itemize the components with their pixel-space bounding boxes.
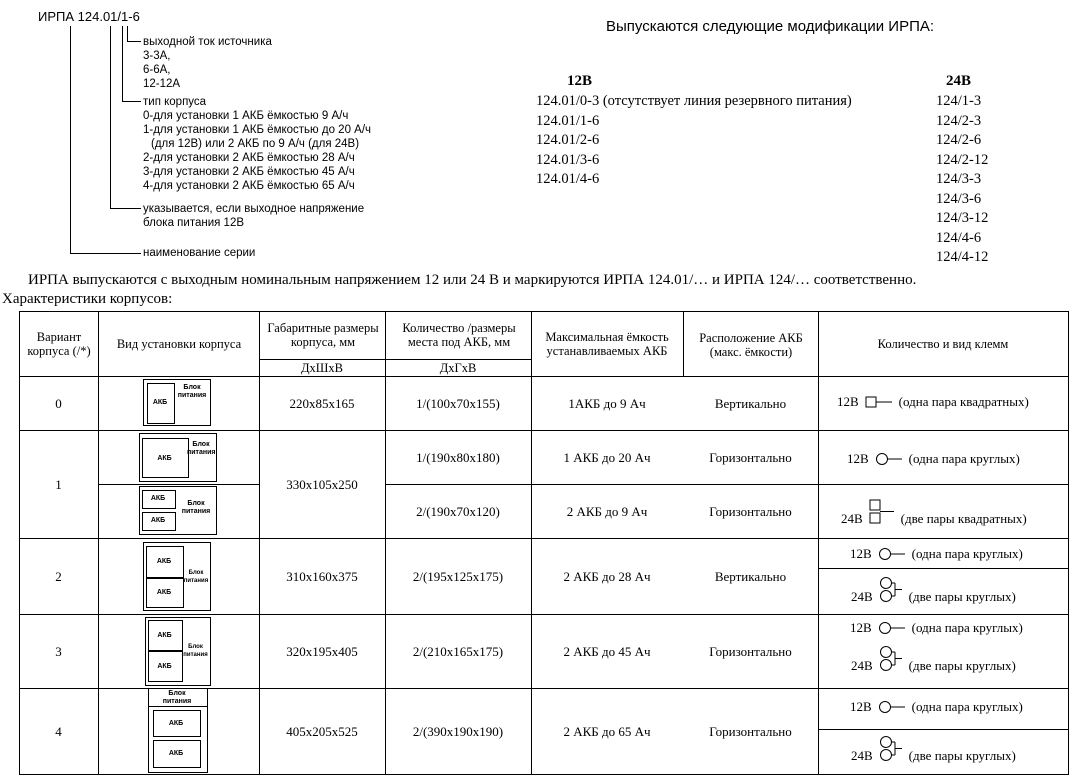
leader-voltage [110,26,111,209]
col24-list [936,92,988,268]
intro-paragraph: ИРПА выпускаются с выходным номинальным напряжением 12 или 24 В и маркируются ИРПА 124.01/… и ИРПА 124/… соответственно. [28,272,917,288]
terminal-row-2: 12В (одна пара круглых) [850,546,1023,561]
table-row-variant: 0 [55,396,62,411]
series-label: наименование серии [143,247,256,259]
list-item: 124.01/3-6 [536,151,600,168]
terminal-row-1: 12В (одна пара круглых) [847,451,1020,466]
case-0-drawing: АКБ Блок питания [143,379,213,428]
list-item: 124/3-3 [936,171,982,187]
list-item: 124.01/4-6 [536,171,600,187]
header-terminals: Количество и вид клемм [877,337,1009,351]
list-item: 124/2-6 [936,132,982,148]
case-3-drawing: АКБ АКБ Блок питания [145,617,213,687]
list-item: 124.01/0-3 (отсутствует линия резервного питания) [536,93,852,109]
table-caption: Характеристики корпусов: [2,291,173,307]
header-qty: Количество /размеры места под АКБ, мм [402,321,516,349]
case-2-drawing: АКБ АКБ Блок питания [143,542,213,612]
case-4-drawing: Блок питания АКБ АКБ [148,688,210,774]
header-view: Вид установки корпуса [116,337,242,351]
round-terminal-icon [878,547,906,561]
case-1a-drawing: АКБ Блок питания [139,433,217,483]
terminal-row-4b: 24В (две пары круглых) [851,734,1016,764]
leader-series [70,26,71,254]
list-item: 124/1-3 [936,93,982,109]
terminal-row-0: 12В (одна пара квадратных) [837,394,1029,409]
header-capacity: Максимальная ёмкость устанавливаемых АКБ [545,330,669,358]
header-qty-sub: ДхГхВ [439,361,477,375]
double-round-terminal-icon [879,645,903,673]
header-position: Расположение АКБ (макс. ёмкости) [699,331,803,359]
case-1b-drawing: АКБ АКБ Блок питания [139,486,217,536]
case-type-block: тип корпуса 0-для установки 1 АКБ ёмкостью 9 А/ч 1-для установки 1 АКБ ёмкостью до 20 А/ч (для 12В) или 2 АКБ по 9 А/ч (для 24В) 2-для установки 2 АКБ ёмкостью 28 А/ч 3-для установки 2 АКБ ёмкостью 45 А/ч 4-для установки 2 АКБ ёмкостью 65 А/ч [143,96,372,192]
header-dims-sub: ДхШхВ [301,361,343,375]
leader-current [127,26,128,42]
modifications-title: Выпускаются следующие модификации ИРПА: [606,18,935,35]
round-terminal-icon [878,700,906,714]
designation-code: ИРПА 124.01/1-6 [38,9,140,24]
double-round-terminal-icon [879,576,903,604]
list-item: 124/3-6 [936,190,982,207]
current-block: выходной ток источника 3-3А, 6-6А, 12-12А [143,36,272,90]
terminal-row-2b: 24В (две пары круглых) [851,575,1016,605]
cases-table: Вариант корпуса (/*) Вид установки корпуса Габаритные размеры корпуса, мм ДхШхВ Количество /размеры места под АКБ, мм ДхГхВ Максимальная ёмкость устанавливаемых АКБ Расположение АКБ (макс. ёмкости) Количество и вид клемм 0 АКБ Блок питания 220x85x165 1/(100x70x155) 1АКБ до 9 Ач Вертикально 12В (одна пара квадратных) 1 АКБ Блок питания АКБ АКБ Блок питания 330x105x250 1/(190x80x180) 1 АКБ до 20 Ач Горизонтально 12В (одна пара круглых) 2/(190x70x120) 2 АКБ до 9 Ач Горизонтально 24В (две пары квадратных) 2 АКБ АКБ Блок питания 310x160x375 2/(195x125x175) 2 АКБ до 28 Ач Вертикально 12В (одна пара круглых) 24В (две пары круглых) 3 АКБ АКБ Блок питания 320x195x405 2/(210x165x175) 2 АКБ до 45 Ач Горизонтально 12В (одна пара круглых) 24В (две пары круглых) 4 Блок питания АКБ АКБ 405x205x525 2/(390x190x190) 2 АКБ до 65 Ач Горизонтально 12В (одна пара круглых) 24В (две пары круглых) [19,311,1069,775]
list-item: 124.01/2-6 [536,132,600,148]
list-item: 124.01/1-6 [536,112,600,129]
list-item: 124/4-12 [936,249,989,265]
terminal-row-1b: 24В (две пары квадратных) [841,497,1027,527]
square-terminal-icon [865,396,893,408]
double-round-terminal-icon [879,735,903,763]
terminal-row-3b: 24В (две пары круглых) [851,644,1016,674]
header-variant: Вариант корпуса (/*) [27,330,91,358]
col12-list [536,92,852,190]
terminal-row-3: 12В (одна пара круглых) [850,620,1023,635]
leader-case [122,26,123,102]
list-item: 124/3-12 [936,210,989,226]
col12-header: 12В [567,73,593,89]
round-terminal-icon [878,621,906,635]
list-item: 124/2-12 [936,151,989,168]
terminal-row-4: 12В (одна пара круглых) [850,699,1023,714]
list-item: 124/2-3 [936,112,982,129]
round-terminal-icon [875,452,903,466]
double-square-terminal-icon [869,498,895,526]
col24-header: 24В [946,73,972,89]
voltage-block: указывается, если выходное напряжение блока питания 12В [143,203,365,229]
list-item: 124/4-6 [936,229,982,246]
header-dims: Габаритные размеры корпуса, мм [267,321,379,349]
